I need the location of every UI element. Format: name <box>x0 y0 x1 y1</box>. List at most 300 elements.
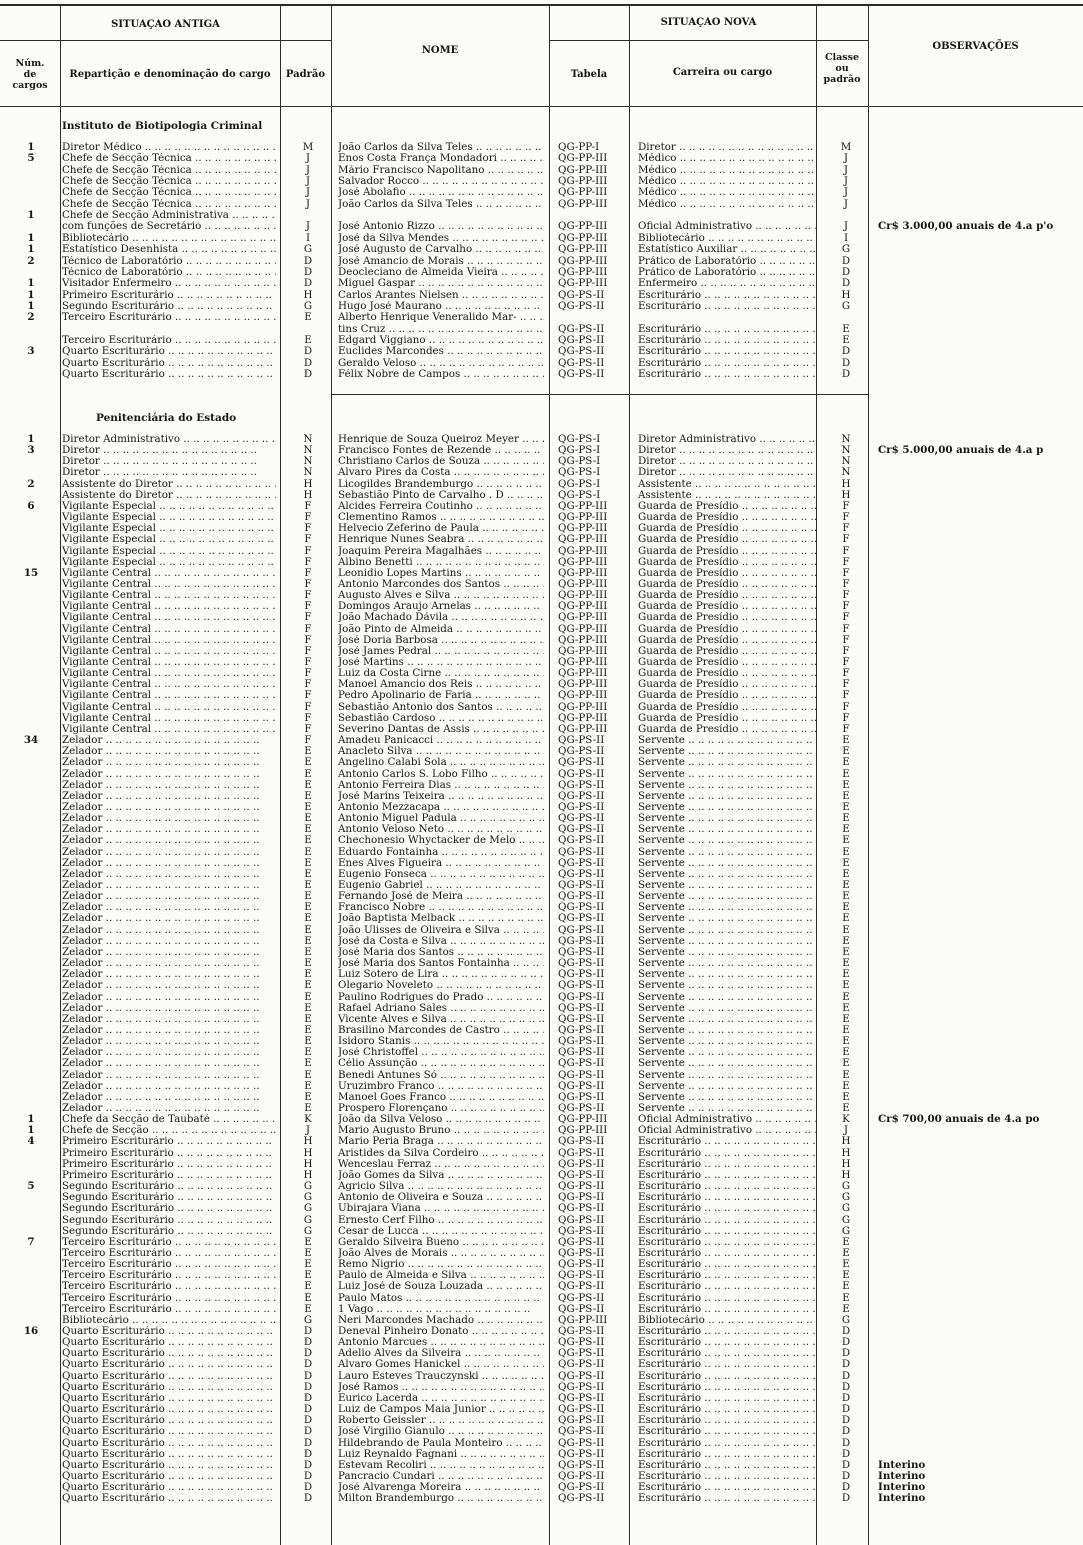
tabela-cell: QG-PS-II <box>558 779 605 791</box>
classe-cell: H <box>841 1158 851 1170</box>
num-cargos-heading <box>0 58 60 91</box>
nome-cell: Antonio Marcues .. .. <box>338 1337 544 1348</box>
padrao-cell: E <box>304 312 312 324</box>
nome-cell: João Alves de Morais .. .. <box>338 1248 544 1259</box>
carreira-cell: Servente .. .. <box>638 913 816 924</box>
header-rule <box>0 40 331 41</box>
tabela-cell: QG-PP-III <box>558 221 608 233</box>
padrao-cell: E <box>304 880 312 891</box>
carreira-cell: Escriturário .. .. <box>638 1215 816 1226</box>
observacao-cell: Cr$ 3.000,00 anuais de 4.a p'o <box>878 221 1054 233</box>
carreira-cell: Servente .. .. <box>638 858 816 869</box>
classe-cell: E <box>842 1103 850 1114</box>
cargo-denominacao: Zelador .. .. <box>62 1081 276 1092</box>
nome-cell: Sebastião Antonio dos Santos .. .. <box>338 702 544 713</box>
table-row <box>0 824 1083 835</box>
classe-cell: G <box>841 1203 851 1215</box>
padrao-cell: D <box>303 1493 313 1505</box>
nome-cell: Deneval Pinheiro Donato .. .. <box>338 1326 544 1337</box>
nome-cell: Neri Marcondes Machado .. .. <box>338 1315 544 1326</box>
carreira-cell: Servente .. .. <box>638 1103 816 1114</box>
cargo-denominacao: Terceiro Escriturário .. .. <box>62 1270 276 1281</box>
table-row <box>0 142 1083 153</box>
nome-cell: Alvaro Pires da Costa .. .. <box>338 467 544 478</box>
nome-cell: Henrique Nunes Seabra .. .. <box>338 534 544 545</box>
table-row <box>0 256 1083 267</box>
tabela-cell: QG-PS-II <box>558 1103 605 1114</box>
nome-cell: Miguel Gaspar .. .. <box>338 278 544 289</box>
nome-cell: José Alvarenga Moreira .. .. <box>338 1482 544 1493</box>
nome-cell: Deocleciano de Almeida Vieira .. .. <box>338 267 544 278</box>
table-row <box>0 1359 1083 1370</box>
classe-cell: E <box>842 1292 850 1304</box>
nome-cell: João Machado Dávila .. .. <box>338 612 544 623</box>
cargo-denominacao: Zelador .. .. <box>62 958 276 969</box>
cargo-denominacao: Zelador .. .. <box>62 1047 276 1058</box>
nome-cell: Joaquim Pereira Magalhães .. .. <box>338 546 544 557</box>
nome-cell: Eurico Lacerda .. .. <box>338 1393 544 1404</box>
carreira-cell: Diretor .. .. <box>638 467 816 478</box>
nome-cell: Pancracio Cundari .. .. <box>338 1471 544 1482</box>
tabela-cell: QG-PP-III <box>558 612 608 624</box>
carreira-cell: Guarda de Presídio .. .. <box>638 512 816 523</box>
carreira-cell: Guarda de Presídio .. .. <box>638 690 816 701</box>
table-row <box>0 1493 1083 1504</box>
cargo-denominacao: Segundo Escriturário .. .. <box>62 1203 276 1214</box>
carreira-cell: Prático de Laboratório .. .. <box>638 267 816 278</box>
carreira-cell: Escriturário .. .. <box>638 1393 816 1404</box>
nome-cell: José Augusto de Carvalho .. .. <box>338 244 544 255</box>
classe-cell: J <box>843 221 849 233</box>
table-row <box>0 456 1083 467</box>
tabela-cell: QG-PS-II <box>558 1181 605 1193</box>
carreira-cell: Servente .. .. <box>638 1014 816 1025</box>
padrao-cell: E <box>304 1091 312 1103</box>
padrao-cell: F <box>304 701 312 713</box>
classe-cell: F <box>842 545 850 557</box>
nome-cell: Eduardo Fontainha .. .. <box>338 847 544 858</box>
table-row <box>0 301 1083 312</box>
nome-cell: Prospero Florençano .. .. <box>338 1103 544 1114</box>
table-row <box>0 936 1083 947</box>
carreira-cell: Escriturário .. .. <box>638 1270 816 1281</box>
carreira-cell: Médico .. .. <box>638 176 816 187</box>
padrao-cell: E <box>304 746 312 758</box>
nome-cell: Eugenio Fonseca .. .. <box>338 869 544 880</box>
nome-cell: Antonio Miguel Padula .. .. <box>338 813 544 824</box>
table-row <box>0 1460 1083 1471</box>
classe-cell: F <box>842 645 850 657</box>
table-row <box>0 1471 1083 1482</box>
carreira-cell: Escriturário .. .. <box>638 358 816 369</box>
cargo-denominacao: Zelador .. .. <box>62 902 276 913</box>
carreira-cell: Servente .. .. <box>638 780 816 791</box>
carreira-cell: Servente .. .. <box>638 1003 816 1014</box>
carreira-cell: Escriturário .. .. <box>638 1438 816 1449</box>
classe-cell: D <box>841 1470 851 1482</box>
header-bottom-rule <box>0 106 1083 107</box>
table-row <box>0 568 1083 579</box>
carreira-cell: Escriturário .. .. <box>638 335 816 346</box>
classe-cell: G <box>841 1181 851 1193</box>
classe-cell: F <box>842 500 850 512</box>
cargo-denominacao: Terceiro Escriturário .. .. <box>62 1248 276 1259</box>
nome-cell: Lauro Esteves Trauczynski .. .. <box>338 1371 544 1382</box>
table-row <box>0 1103 1083 1114</box>
padrao-cell: K <box>304 1114 312 1126</box>
tabela-cell: QG-PS-II <box>558 1270 605 1282</box>
table-row <box>0 980 1083 991</box>
table-row <box>0 1482 1083 1493</box>
tabela-cell: QG-PS-II <box>558 1158 605 1170</box>
cargo-denominacao: Zelador .. .. <box>62 1058 276 1069</box>
tabela-cell: QG-PP-III <box>558 534 608 546</box>
nome-cell: José Maria dos Santos Fontainha .. .. <box>338 958 544 969</box>
tabela-cell: QG-PS-II <box>558 1259 605 1271</box>
cargo-denominacao: Primeiro Escriturário .. .. <box>62 1170 276 1181</box>
cargo-denominacao: Quarto Escriturário .. .. <box>62 1449 276 1460</box>
classe-cell: J <box>843 187 849 199</box>
carreira-cell: Guarda de Presídio .. .. <box>638 501 816 512</box>
nome-cell: Roberto Geissler .. .. <box>338 1415 544 1426</box>
nome-cell: Antonio Carlos S. Lobo Filho .. .. <box>338 769 544 780</box>
classe-cell: D <box>841 357 851 369</box>
classe-cell: E <box>842 790 850 802</box>
classe-cell: F <box>842 657 850 668</box>
tabela-cell: QG-PS-II <box>558 880 605 891</box>
tabela-cell: QG-PS-I <box>558 445 601 457</box>
table-row <box>0 1047 1083 1058</box>
carreira-cell: Servente .. .. <box>638 1025 816 1036</box>
table-row <box>0 1248 1083 1259</box>
classe-cell: E <box>842 846 850 858</box>
carreira-cell: Servente .. .. <box>638 757 816 768</box>
tabela-cell: QG-PS-II <box>558 1169 605 1181</box>
nome-cell: Mario Peria Braga .. .. <box>338 1136 544 1147</box>
carreira-cell: Guarda de Presídio .. .. <box>638 612 816 623</box>
classe-cell: G <box>841 300 851 312</box>
nome-cell: Antonio Veloso Neto .. .. <box>338 824 544 835</box>
table-row <box>0 746 1083 757</box>
tabela-cell: QG-PS-II <box>558 1247 605 1259</box>
carreira-cell: Bibliotecário .. .. <box>638 233 816 244</box>
nome-cell: Clementino Ramos .. .. <box>338 512 544 523</box>
nome-cell: José Marins Teixeira .. .. <box>338 791 544 802</box>
table-row <box>0 590 1083 601</box>
tabela-cell: QG-PS-II <box>558 289 605 301</box>
padrao-cell: E <box>304 835 312 847</box>
cargo-denominacao: Quarto Escriturário .. .. <box>62 1359 276 1370</box>
tabela-cell: QG-PS-I <box>558 489 601 501</box>
tabela-cell: QG-PS-II <box>558 958 605 970</box>
table-row <box>0 1003 1083 1014</box>
nome-cell: Alcides Ferreira Coutinho .. .. <box>338 501 544 512</box>
table-row <box>0 891 1083 902</box>
tabela-cell: QG-PS-II <box>558 868 605 880</box>
cargo-count: 1 <box>27 1114 35 1126</box>
nome-cell: João Carlos da Silva Teles .. .. <box>338 199 544 210</box>
tabela-cell: QG-PS-II <box>558 746 605 758</box>
tabela-cell: QG-PS-II <box>558 1214 605 1226</box>
nome-cell: Agricio Silva .. .. <box>338 1181 544 1192</box>
cargo-denominacao: Zelador .. .. <box>62 992 276 1003</box>
nome-cell: Euclides Marcondes .. .. <box>338 346 544 357</box>
table-row <box>0 668 1083 679</box>
table-row <box>0 1014 1083 1025</box>
table-row <box>0 534 1083 545</box>
padrao-cell: G <box>303 1225 313 1237</box>
table-row <box>0 335 1083 346</box>
tabela-cell: QG-PP-III <box>558 1125 608 1137</box>
padrao-cell: E <box>304 980 312 992</box>
table-row <box>0 1438 1083 1449</box>
nome-cell: Antonio Mezzacapa .. .. <box>338 802 544 813</box>
carreira-cell: Servente .. .. <box>638 835 816 846</box>
table-row <box>0 467 1083 478</box>
cargo-count: 3 <box>27 445 35 457</box>
table-row <box>0 358 1083 369</box>
carreira-cell: Oficial Administrativo .. .. <box>638 221 816 232</box>
carreira-cell: Escriturário .. .. <box>638 1192 816 1203</box>
padrao-cell: F <box>304 612 312 624</box>
nome-cell: Domingos Araujo Arnelas .. .. <box>338 601 544 612</box>
cargo-denominacao: Quarto Escriturário .. .. <box>62 1371 276 1382</box>
classe-heading-line: ou <box>835 63 849 74</box>
carreira-cell: Diretor .. .. <box>638 445 816 456</box>
cargo-denominacao: Terceiro Escriturário .. .. <box>62 1281 276 1292</box>
table-row <box>0 925 1083 936</box>
padrao-cell: E <box>304 857 312 869</box>
classe-cell: E <box>842 1303 850 1315</box>
nome-cell: Francisco Nobre .. .. <box>338 902 544 913</box>
classe-cell: J <box>843 1125 849 1137</box>
padrao-cell: E <box>304 1259 312 1271</box>
nome-cell: Amadeu Panicacci .. .. <box>338 735 544 746</box>
table-row <box>0 290 1083 301</box>
nome-cell: Pedro Apolinario de Faria .. .. <box>338 690 544 701</box>
observacoes-heading: OBSERVAÇÕES <box>932 41 1019 52</box>
nome-cell: Carlos Arantes Nielsen .. .. <box>338 290 544 301</box>
tabela-cell: QG-PP-III <box>558 556 608 568</box>
padrao-cell: F <box>304 723 312 735</box>
tabela-cell: QG-PP-I <box>558 142 600 153</box>
cargo-count: 34 <box>23 735 39 747</box>
table-row <box>0 702 1083 713</box>
table-row <box>0 1058 1083 1069</box>
tabela-cell: QG-PP-III <box>558 723 608 735</box>
classe-cell: J <box>843 164 849 176</box>
classe-cell: F <box>842 523 850 535</box>
classe-cell: D <box>841 369 851 380</box>
carreira-cell: Servente .. .. <box>638 958 816 969</box>
classe-cell: F <box>842 723 850 735</box>
cargo-count: 1 <box>27 289 35 301</box>
table-row <box>0 1293 1083 1304</box>
tabela-cell: QG-PS-II <box>558 300 605 312</box>
classe-heading-line: padrão <box>823 74 861 85</box>
carreira-cell: Médico .. .. <box>638 165 816 176</box>
classe-cell: K <box>842 1114 850 1126</box>
table-row <box>0 635 1083 646</box>
carreira-cell: Oficial Administrativo .. .. <box>638 1114 816 1125</box>
nome-cell: Benedi Antunes Só .. .. <box>338 1070 544 1081</box>
table-row <box>0 233 1083 244</box>
nome-cell: Aristides da Silva Cordeiro .. .. <box>338 1148 544 1159</box>
table-row <box>0 1070 1083 1081</box>
carreira-cell: Guarda de Presídio .. .. <box>638 534 816 545</box>
cargo-denominacao: Zelador .. .. <box>62 858 276 869</box>
classe-cell: I <box>843 232 849 244</box>
classe-cell: H <box>841 1169 851 1181</box>
table-row <box>0 1203 1083 1214</box>
cargo-denominacao: Zelador .. .. <box>62 947 276 958</box>
cargo-denominacao: Zelador .. .. <box>62 913 276 924</box>
classe-cell: E <box>842 334 850 346</box>
classe-cell: G <box>841 244 851 256</box>
table-row <box>0 199 1083 210</box>
padrao-cell: E <box>304 935 312 947</box>
padrao-cell: F <box>304 534 312 546</box>
nome-cell: Severino Dantas de Assis .. .. <box>338 724 544 735</box>
cargo-denominacao: Chefe de Secção Técnica .. .. <box>62 165 276 176</box>
padrao-cell: F <box>304 623 312 635</box>
table-row <box>0 153 1083 164</box>
classe-cell: F <box>842 712 850 724</box>
table-row <box>0 612 1083 623</box>
nome-heading: NOME <box>421 45 459 56</box>
classe-cell: G <box>841 1192 851 1204</box>
table-row <box>0 1170 1083 1181</box>
padrao-cell: G <box>303 1314 313 1326</box>
top-rule <box>0 4 1083 6</box>
carreira-cell: Assistente .. .. <box>638 479 816 490</box>
classe-cell: F <box>842 601 850 613</box>
table-row <box>0 869 1083 880</box>
table-row <box>0 646 1083 657</box>
padrao-cell: E <box>304 1247 312 1259</box>
padrao-cell: E <box>304 1303 312 1315</box>
cargo-denominacao: Zelador .. .. <box>62 1092 276 1103</box>
tabela-cell: QG-PS-II <box>558 1136 605 1148</box>
nome-cell: Francisco Fontes de Rezende .. .. <box>338 445 544 456</box>
cargo-denominacao: Zelador .. .. <box>62 835 276 846</box>
classe-cell: E <box>842 1024 850 1036</box>
cargo-denominacao: Zelador .. .. <box>62 969 276 980</box>
carreira-cell: Servente .. .. <box>638 880 816 891</box>
classe-cell: E <box>842 813 850 825</box>
cargo-denominacao: Quarto Escriturário .. .. <box>62 1404 276 1415</box>
tabela-cell: QG-PP-III <box>558 567 608 579</box>
table-row <box>0 523 1083 534</box>
cargo-denominacao: Quarto Escriturário .. .. <box>62 1348 276 1359</box>
nome-cell: José Maria dos Santos .. .. <box>338 947 544 958</box>
table-row <box>0 913 1083 924</box>
carreira-cell: Escriturário .. .. <box>638 1226 816 1237</box>
tabela-cell: QG-PS-II <box>558 1292 605 1304</box>
cargo-denominacao: Quarto Escriturário .. .. <box>62 369 276 380</box>
carreira-cell: Guarda de Presídio .. .. <box>638 523 816 534</box>
padrao-cell: D <box>303 1348 313 1360</box>
cargo-denominacao: Chefe de Secção .. .. <box>62 1125 276 1136</box>
padrao-cell: E <box>304 946 312 958</box>
cargo-denominacao: Quarto Escriturário .. .. <box>62 1493 276 1504</box>
cargo-count: 3 <box>27 346 35 358</box>
cargo-count: 1 <box>27 210 35 222</box>
carreira-cell: Escriturário .. .. <box>638 1304 816 1315</box>
carreira-cell: Servente .. .. <box>638 746 816 757</box>
section-title: Instituto de Biotipologia Criminal <box>62 120 263 132</box>
carreira-cell: Servente .. .. <box>638 969 816 980</box>
observacao-cell: Cr$ 5.000,00 anuais de 4.a p <box>878 445 1044 457</box>
cargo-denominacao: Terceiro Escriturário .. .. <box>62 1259 276 1270</box>
nome-cell: Rafael Adriano Sales .. .. <box>338 1003 544 1014</box>
observacao-cell: Interino <box>878 1470 926 1482</box>
tabela-cell: QG-PS-II <box>558 835 605 847</box>
nome-cell: Helvecio Zeferino de Paula .. .. <box>338 523 544 534</box>
nome-cell: Cesar de Lucca .. .. <box>338 1226 544 1237</box>
nome-cell: 1 Vago .. .. <box>338 1304 544 1315</box>
padrao-cell: E <box>304 1013 312 1025</box>
nome-cell: Ernesto Cerf Filho .. .. <box>338 1215 544 1226</box>
carreira-heading: Carreira ou cargo <box>672 67 773 78</box>
nome-cell: Antonio de Oliveira e Souza .. .. <box>338 1192 544 1203</box>
cargo-denominacao: Vigilante Central .. .. <box>62 612 276 623</box>
table-row <box>0 1404 1083 1415</box>
padrao-cell: D <box>303 1415 313 1427</box>
classe-cell: H <box>841 489 851 501</box>
padrao-cell: D <box>303 1337 313 1349</box>
carreira-cell: Escriturário .. .. <box>638 290 816 301</box>
tabela-cell: QG-PP-III <box>558 198 608 210</box>
nome-cell: Hildebrando de Paula Monteiro .. .. <box>338 1438 544 1449</box>
table-row <box>0 1081 1083 1092</box>
classe-cell: M <box>840 142 852 153</box>
classe-cell: E <box>842 880 850 891</box>
padrao-cell: H <box>303 1136 313 1148</box>
cargo-denominacao: Quarto Escriturário .. .. <box>62 1326 276 1337</box>
nome-cell: Enos Costa França Mondadori .. .. <box>338 153 544 164</box>
tabela-cell: QG-PS-II <box>558 735 605 747</box>
cargo-denominacao: Zelador .. .. <box>62 1014 276 1025</box>
tabela-cell: QG-PS-II <box>558 334 605 346</box>
classe-cell: E <box>842 746 850 758</box>
padrao-cell: J <box>305 164 311 176</box>
carreira-cell: Guarda de Presídio .. .. <box>638 579 816 590</box>
padrao-cell: D <box>303 1359 313 1371</box>
classe-cell: E <box>842 924 850 936</box>
table-row <box>0 724 1083 735</box>
carreira-cell: Escriturário .. .. <box>638 1293 816 1304</box>
nome-cell: João Pinto de Almeida .. .. <box>338 624 544 635</box>
cargo-denominacao: Vigilante Central .. .. <box>62 657 276 668</box>
carreira-cell: Escriturário .. .. <box>638 1382 816 1393</box>
carreira-cell: Oficial Administrativo .. .. <box>638 1125 816 1136</box>
nome-cell: Augusto Alves e Silva .. .. <box>338 590 544 601</box>
carreira-cell: Escriturário .. .. <box>638 1493 816 1504</box>
carreira-cell: Guarda de Presídio .. .. <box>638 624 816 635</box>
classe-cell: E <box>842 969 850 981</box>
cargo-count: 4 <box>27 1136 35 1148</box>
tabela-cell: QG-PS-II <box>558 323 605 335</box>
tabela-cell: QG-PS-II <box>558 757 605 769</box>
classe-cell: E <box>842 1002 850 1014</box>
padrao-cell: E <box>304 1270 312 1282</box>
nome-cell: Albino Benetti .. .. <box>338 557 544 568</box>
carreira-cell: Guarda de Presídio .. .. <box>638 568 816 579</box>
table-row <box>0 1136 1083 1147</box>
classe-cell: D <box>841 1348 851 1360</box>
carreira-cell: Escriturário .. .. <box>638 1248 816 1259</box>
